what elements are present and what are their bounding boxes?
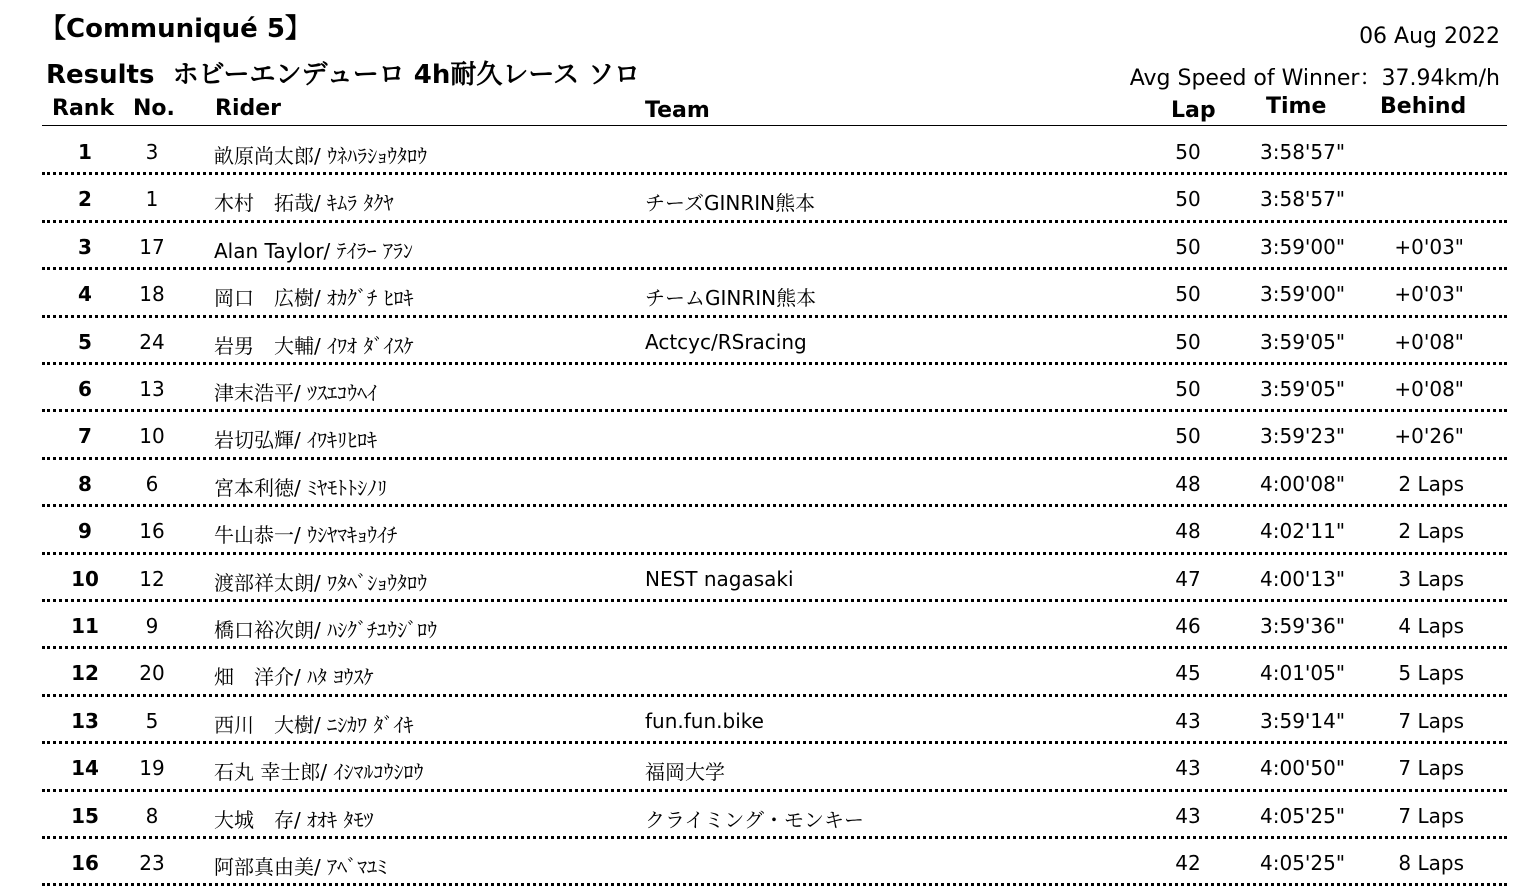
table-row [0,128,1538,175]
results-heading [46,54,640,91]
cell-behind: 5 Laps [1398,661,1464,686]
cell-rank: 11 [71,614,99,638]
cell-no: 10 [139,424,165,449]
cell-rank: 8 [78,471,92,496]
table-row [0,318,1538,365]
cell-time: 3:59'00" [1260,234,1346,259]
cell-time: 3:59'05" [1260,329,1346,354]
cell-rank: 15 [71,803,99,828]
cell-behind: 4 Laps [1398,614,1464,638]
cell-rider: 畑 洋介/ ﾊﾀ ﾖｳｽｹ [214,665,374,690]
table-row [0,270,1538,317]
cell-lap: 48 [1175,471,1201,496]
cell-rank: 10 [71,566,99,591]
cell-rank: 14 [71,756,99,781]
cell-lap: 47 [1175,566,1201,591]
cell-rider: 木村 拓哉/ ｷﾑﾗ ﾀｸﾔ [214,191,394,216]
column-header-rider: Rider [215,96,281,121]
cell-rank: 2 [78,187,92,212]
cell-rank: 16 [71,851,99,875]
cell-team: Actcyc/RSracing [645,329,807,354]
race-name: ホビーエンデューロ 4h耐久レース ソロ [172,60,641,90]
cell-time: 4:01'05" [1260,661,1346,686]
column-header-time: Time [1266,94,1327,119]
cell-time: 3:59'14" [1260,708,1346,733]
cell-rider: 岡口 広樹/ ｵｶｸﾞﾁ ﾋﾛｷ [214,286,414,311]
cell-time: 3:59'23" [1260,424,1346,449]
cell-rank: 7 [78,424,92,449]
table-row [0,223,1538,270]
cell-rider: 牛山恭一/ ｳｼﾔﾏｷｮｳｲﾁ [214,523,398,548]
cell-no: 3 [145,140,159,164]
cell-behind: +0'03" [1394,234,1464,259]
column-header-lap: Lap [1171,98,1216,123]
cell-no: 9 [145,614,159,638]
cell-lap: 48 [1175,519,1201,544]
cell-rank: 4 [78,282,92,307]
cell-behind: 3 Laps [1398,566,1464,591]
row-divider [42,883,1507,886]
communique-title: 【Communiqué 5】 [40,14,311,44]
cell-behind: 7 Laps [1398,708,1464,733]
cell-time: 4:02'11" [1260,519,1346,544]
table-row [0,365,1538,412]
cell-rider: 岩男 大輔/ ｲﾜｵ ﾀﾞｲｽｹ [214,333,414,358]
cell-team: fun.fun.bike [645,708,764,733]
cell-lap: 43 [1175,756,1201,781]
cell-no: 23 [139,851,165,875]
cell-no: 5 [145,708,159,733]
cell-rider: Alan Taylor/ ﾃｲﾗｰ ｱﾗﾝ [214,238,413,263]
cell-time: 3:59'00" [1260,282,1346,307]
cell-team: クライミング・モンキー [645,807,864,832]
cell-lap: 50 [1175,234,1201,259]
cell-time: 3:58'57" [1260,187,1346,212]
header-rule [42,125,1507,126]
cell-lap: 50 [1175,187,1201,212]
cell-lap: 45 [1175,661,1201,686]
cell-no: 8 [145,803,159,828]
cell-behind: +0'03" [1394,282,1464,307]
cell-time: 3:58'57" [1260,140,1346,164]
cell-rank: 6 [78,377,92,401]
cell-rank: 12 [71,661,99,686]
cell-time: 4:00'08" [1260,471,1346,496]
cell-time: 4:00'13" [1260,566,1346,591]
cell-team: NEST nagasaki [645,566,794,591]
cell-behind: +0'08" [1394,377,1464,401]
table-row [0,697,1538,744]
cell-behind: +0'08" [1394,329,1464,354]
cell-lap: 43 [1175,708,1201,733]
table-row [0,412,1538,459]
cell-rider: 阿部真由美/ ｱﾍﾞﾏﾕﾐ [214,855,388,879]
cell-no: 6 [145,471,159,496]
cell-lap: 50 [1175,329,1201,354]
cell-time: 3:59'05" [1260,377,1346,401]
cell-behind: 2 Laps [1398,471,1464,496]
cell-rider: 石丸 幸士郎/ ｲｼﾏﾙｺｳｼﾛｳ [214,760,424,785]
avg-speed-of-winner: Avg Speed of Winner：37.94km/h [1129,66,1500,91]
cell-behind: 7 Laps [1398,756,1464,781]
cell-no: 17 [139,234,165,259]
cell-lap: 43 [1175,803,1201,828]
cell-time: 4:05'25" [1260,803,1346,828]
table-row [0,649,1538,696]
column-header-behind: Behind [1380,94,1467,119]
table-row [0,602,1538,649]
cell-no: 19 [139,756,165,781]
cell-rider: 宮本利徳/ ﾐﾔﾓﾄﾄｼﾉﾘ [214,475,388,500]
cell-no: 16 [139,519,165,544]
column-header-team: Team [645,98,710,123]
cell-rider: 西川 大樹/ ﾆｼｶﾜ ﾀﾞｲｷ [214,712,414,737]
cell-team: チーズGINRIN熊本 [645,191,816,216]
cell-no: 13 [139,377,165,401]
cell-rank: 9 [78,519,92,544]
cell-lap: 50 [1175,424,1201,449]
cell-rider: 岩切弘輝/ ｲﾜｷﾘﾋﾛｷ [214,428,378,453]
cell-lap: 50 [1175,140,1201,164]
cell-time: 4:00'50" [1260,756,1346,781]
cell-lap: 50 [1175,377,1201,401]
cell-rank: 5 [78,329,92,354]
cell-no: 12 [139,566,165,591]
cell-time: 3:59'36" [1260,614,1346,638]
table-row [0,839,1538,886]
cell-rank: 13 [71,708,99,733]
cell-time: 4:05'25" [1260,851,1346,875]
cell-team: 福岡大学 [645,760,725,785]
table-row [0,460,1538,507]
cell-rider: 津末浩平/ ﾂｽｴｺｳﾍｲ [214,381,378,405]
cell-no: 18 [139,282,165,307]
column-header-no: No. [133,96,175,121]
cell-rider: 大城 存/ ｵｵｷ ﾀﾓﾂ [214,807,374,832]
cell-no: 24 [139,329,165,354]
cell-rider: 渡部祥太朗/ ﾜﾀﾍﾞｼｮｳﾀﾛｳ [214,570,428,595]
table-row [0,555,1538,602]
race-date: 06 Aug 2022 [1359,24,1500,49]
cell-no: 1 [145,187,159,212]
cell-behind: 7 Laps [1398,803,1464,828]
cell-behind: +0'26" [1394,424,1464,449]
table-row [0,792,1538,839]
cell-team: チームGINRIN熊本 [645,286,817,311]
cell-lap: 46 [1175,614,1201,638]
table-row [0,175,1538,222]
table-row [0,744,1538,791]
column-header-rank: Rank [52,96,115,121]
cell-rider: 畝原尚太郎/ ｳﾈﾊﾗｼｮｳﾀﾛｳ [214,144,428,168]
cell-rank: 1 [78,140,92,164]
cell-lap: 42 [1175,851,1201,875]
cell-rider: 橋口裕次朗/ ﾊｼｸﾞﾁﾕｳｼﾞﾛｳ [214,618,438,642]
cell-lap: 50 [1175,282,1201,307]
cell-rank: 3 [78,234,92,259]
cell-behind: 2 Laps [1398,519,1464,544]
cell-no: 20 [139,661,165,686]
table-row [0,507,1538,554]
cell-behind: 8 Laps [1398,851,1464,875]
results-label: Results [46,60,155,90]
